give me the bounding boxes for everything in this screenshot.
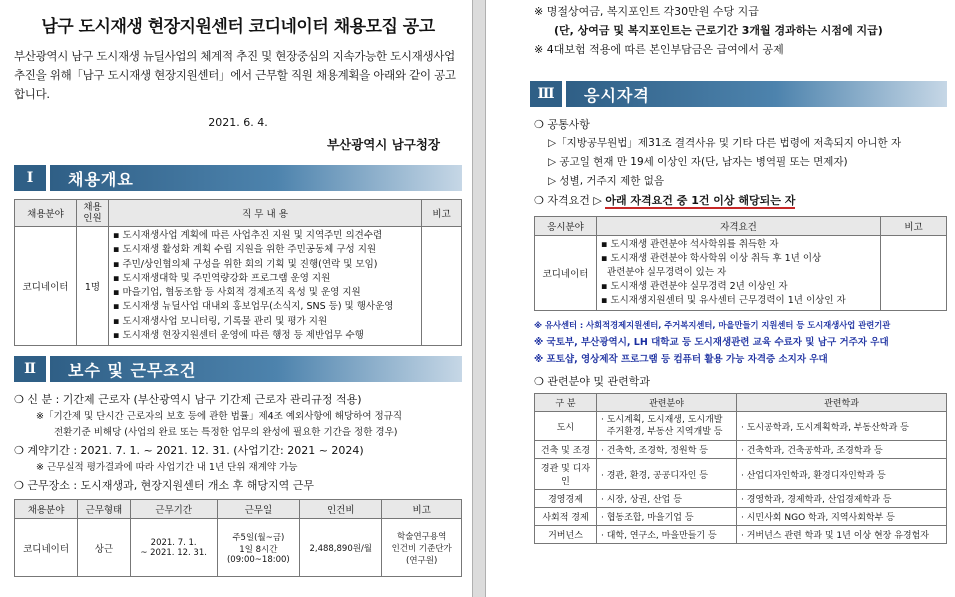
- list-item: ▪ 도시재생 관련분야 실무경력 2년 이상인 자: [601, 281, 788, 292]
- table-cell: · 경관, 환경, 공공디자인 등: [597, 459, 737, 490]
- signer: 부산광역시 남구청장: [326, 137, 440, 152]
- table-cell: 주5일(월~금) 1일 8시간 (09:00~18:00): [217, 519, 300, 577]
- section-header-1: [14, 165, 462, 191]
- table-cell: 1명: [77, 227, 109, 346]
- list-item: ▪ 도시재생 활성화 계획 수립 지원을 위한 주민공동체 구성 지원: [113, 244, 377, 256]
- table-header: 근무기간: [130, 500, 217, 519]
- table-header: 관련분야: [597, 394, 737, 412]
- table-cell: 상근: [78, 519, 131, 577]
- table-header: 근무형태: [78, 500, 131, 519]
- list-item: ▪ 도시재생 관련분야 석사학위를 취득한 자: [601, 239, 779, 250]
- table-cell: 2021. 7. 1. ~ 2021. 12. 31.: [130, 519, 217, 577]
- table-cell: · 도시공학과, 도시계획학과, 부동산학과 등: [737, 412, 947, 441]
- list-item: ▪ 도시재생 뉴딜사업 대내외 홍보업무(소식지, SNS 등) 및 행사운영: [113, 301, 394, 313]
- table-cell: 사회적 경제: [535, 508, 597, 526]
- insurance-note: ※ 4대보험 적용에 따른 본인부담금은 급여에서 공제: [534, 43, 784, 56]
- list-item: ▪ 마을기업, 협동조합 등 사회적 경제조직 육성 및 운영 지원: [113, 287, 361, 299]
- table-cell: · 건축학, 조경학, 정원학 등: [597, 441, 737, 459]
- table-header: 인건비: [300, 500, 382, 519]
- right-page: [486, 0, 955, 597]
- list-item: ▷「지방공무원법」제31조 결격사유 및 기타 다른 법령에 저촉되지 아니한 자: [548, 137, 902, 149]
- section-header-2: [14, 356, 462, 382]
- condition-note: ※「기간제 및 단시간 근로자의 보호 등에 관한 법률」제4조 예외사항에 해당하여 정규직: [36, 411, 403, 423]
- table-header: 직 무 내 용: [109, 200, 422, 227]
- page-gutter: [472, 0, 486, 597]
- announcement-date: 2021. 6. 4.: [208, 116, 268, 129]
- condition-note: ※ 근무실적 평가결과에 따라 사업기간 내 1년 단위 재계약 가능: [36, 462, 298, 474]
- table-cell: · 산업디자인학과, 환경디자인학과 등: [737, 459, 947, 490]
- table-cell: 경영경제: [535, 490, 597, 508]
- table-cell: 코디네이터: [15, 519, 78, 577]
- list-item: ▷ 공고일 현재 만 19세 이상인 자(단, 남자는 병역필 또는 면제자): [548, 156, 848, 168]
- table-cell: · 거버넌스 관련 학과 및 1년 이상 현장 유경험자: [737, 526, 947, 544]
- table-cell: 코디네이터: [535, 236, 597, 311]
- related-fields-table: [534, 393, 947, 544]
- table-cell: [422, 227, 462, 346]
- table-cell: 거버넌스: [535, 526, 597, 544]
- list-item: ▪ 도시재생 현장지원센터 운영에 따른 행정 등 제반업무 수행: [113, 330, 364, 342]
- table-header: 채용분야: [15, 500, 78, 519]
- list-item: ▪ 도시재생사업 모니터링, 기록물 관리 및 평가 지원: [113, 315, 328, 327]
- table-header: 관련학과: [737, 394, 947, 412]
- section-number: Ⅰ: [14, 165, 46, 191]
- preference-note: ※ 유사센터 : 사회적경제지원센터, 주거복지센터, 마을만들기 지원센터 등 도시재생사업 관련기관: [534, 320, 891, 330]
- common-requirements-title: ❍ 공통사항: [534, 118, 590, 131]
- list-item: ▪ 도시재생대학 및 주민역량강화 프로그램 운영 지원: [113, 272, 331, 284]
- list-item: 관련분야 실무경력이 있는 자: [601, 267, 727, 278]
- table-header: 비고: [382, 500, 462, 519]
- work-conditions-table: [14, 499, 462, 577]
- table-cell: · 대학, 연구소, 마을만들기 등: [597, 526, 737, 544]
- intro-paragraph: 부산광역시 남구 도시재생 뉴딜사업의 체계적 추진 및 현장중심의 지속가능한 도시재생사업 추진을 위해「남구 도시재생 현장지원센터」에서 근무할 직원 채용계획을 아래와 같이 공고합니다.: [14, 49, 456, 101]
- section-number: Ⅱ: [14, 356, 46, 382]
- table-header: 구 분: [535, 394, 597, 412]
- table-cell: · 시민사회 NGO 학과, 지역사회학부 등: [737, 508, 947, 526]
- benefit-note: ※ 명절상여금, 복지포인트 각30만원 수당 지급: [534, 5, 759, 18]
- table-cell: 학술연구용역 인건비 기준단가 (연구원): [382, 519, 462, 577]
- list-item: ▪ 도시재생지원센터 및 유사센터 근무경력이 1년 이상인 자: [601, 295, 846, 306]
- section-label: 응시자격: [566, 81, 947, 107]
- condition-note: 전환기준 비해당 (사업의 완료 또는 특정한 업무의 완성에 필요한 기간을 정한 경우): [54, 427, 398, 439]
- table-cell: · 협동조합, 마을기업 등: [597, 508, 737, 526]
- table-header: 근무일: [217, 500, 300, 519]
- list-item: ▷ 성별, 거주지 제한 없음: [548, 175, 665, 187]
- table-cell: 2,488,890원/월: [300, 519, 382, 577]
- section-number: Ⅲ: [530, 81, 562, 107]
- qualification-emphasis: 아래 자격요건 중 1건 이상 해당되는 자: [605, 194, 796, 207]
- preference-note: ※ 국토부, 부산광역시, LH 대학교 등 도시재생관련 교육 수료자 및 남구 거주자 우대: [534, 337, 889, 348]
- table-header: 비고: [881, 217, 947, 236]
- condition-period: ❍ 계약기간 : 2021. 7. 1. ~ 2021. 12. 31. (사업기간: 2021 ~ 2024): [14, 444, 364, 458]
- table-cell: · 시장, 상권, 산업 등: [597, 490, 737, 508]
- recruitment-overview-table: [14, 199, 462, 346]
- condition-location: ❍ 근무장소 : 도시재생과, 현장지원센터 개소 후 해당지역 근무: [14, 479, 315, 493]
- preference-note: ※ 포토샵, 영상제작 프로그램 등 컴퓨터 활용 가능 자격증 소지자 우대: [534, 354, 828, 365]
- section-label: 보수 및 근무조건: [50, 356, 462, 382]
- list-item: ▪ 도시재생 관련분야 학사학위 이상 취득 후 1년 이상: [601, 253, 822, 264]
- preference-notes: [534, 317, 947, 368]
- table-header: 채용 인원: [77, 200, 109, 227]
- qualification-list: [597, 236, 881, 311]
- table-cell: [881, 236, 947, 311]
- table-cell: 건축 및 조경: [535, 441, 597, 459]
- qualification-table: [534, 216, 947, 311]
- section-label: 채용개요: [50, 165, 462, 191]
- qualification-prefix: ❍ 자격요건 ▷: [534, 194, 602, 207]
- table-cell: · 경영학과, 경제학과, 산업경제학과 등: [737, 490, 947, 508]
- table-cell: · 건축학과, 건축공학과, 조경학과 등: [737, 441, 947, 459]
- related-fields-title: ❍ 관련분야 및 관련학과: [534, 375, 650, 388]
- duties-cell: [109, 227, 422, 346]
- table-cell: 경관 및 디자인: [535, 459, 597, 490]
- table-cell: · 도시계획, 도시재생, 도시개발 주거환경, 부동산 지역개발 등: [597, 412, 737, 441]
- list-item: ▪ 도시재생사업 계획에 따른 사업추진 지원 및 지역주민 의견수렴: [113, 230, 383, 241]
- table-cell: 코디네이터: [15, 227, 77, 346]
- condition-status: ❍ 신 분 : 기간제 근로자 (부산광역시 남구 기간제 근로자 관리규정 적용): [14, 393, 362, 407]
- section-header-3: [530, 81, 947, 107]
- table-header: 응시분야: [535, 217, 597, 236]
- list-item: ▪ 주민/상인협의체 구성을 위한 회의 기획 및 진행(연락 및 모임): [113, 258, 378, 270]
- page-title: 남구 도시재생 현장지원센터 코디네이터 채용모집 공고: [41, 17, 435, 37]
- qualification-line: [534, 191, 947, 210]
- table-header: 자격요건: [597, 217, 881, 236]
- table-header: 비고: [422, 200, 462, 227]
- left-page: [0, 0, 472, 597]
- table-header: 채용분야: [15, 200, 77, 227]
- table-cell: 도시: [535, 412, 597, 441]
- benefit-note-detail: (단, 상여금 및 복지포인트는 근로기간 3개월 경과하는 시점에 지급): [554, 24, 883, 37]
